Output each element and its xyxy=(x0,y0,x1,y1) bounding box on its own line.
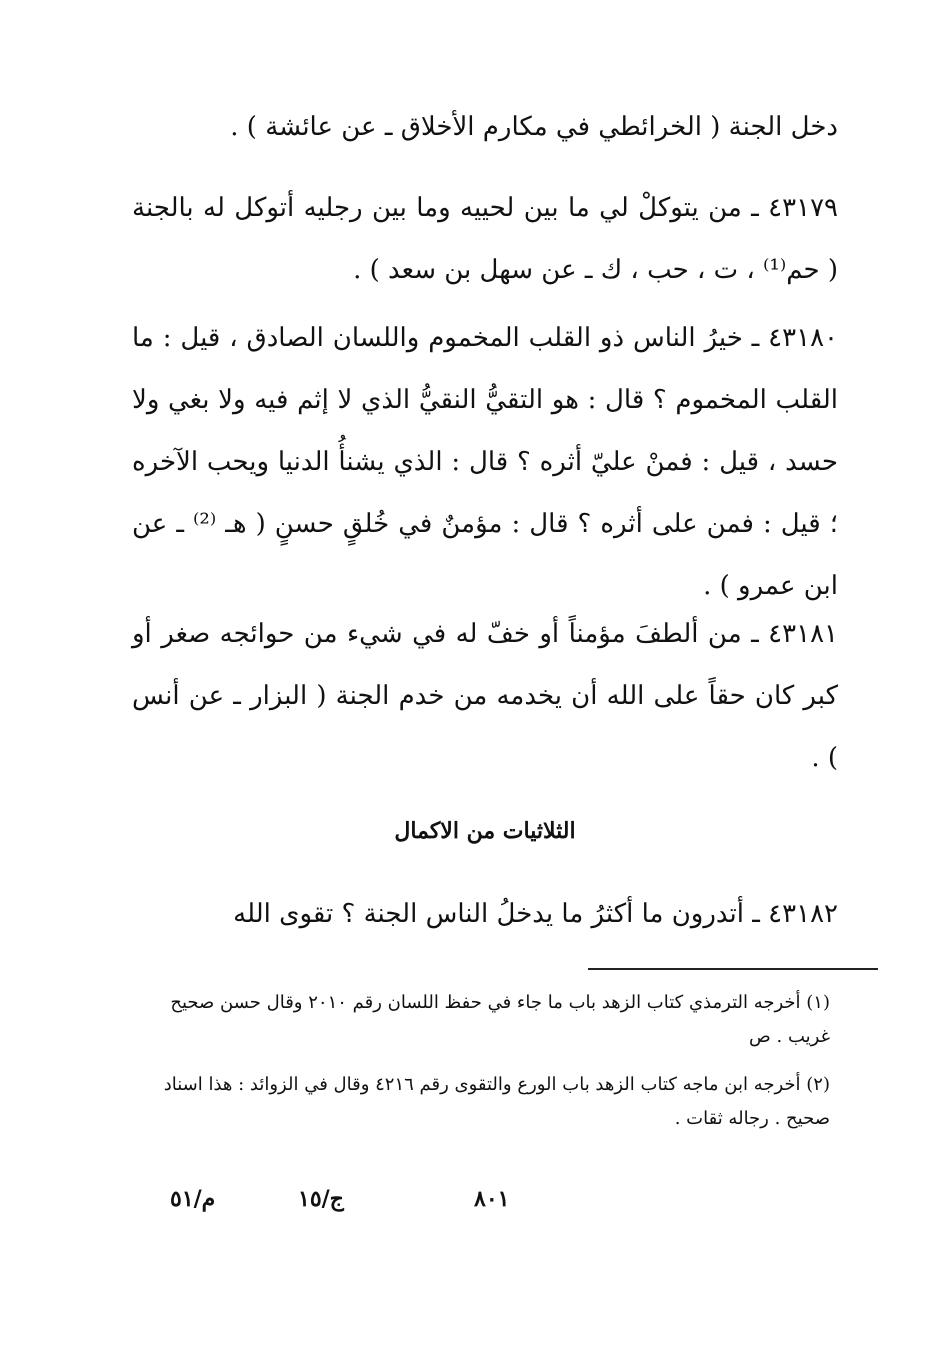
footnote-divider xyxy=(588,968,878,970)
volume-number: ج/١٥ xyxy=(298,1186,344,1212)
page-footer xyxy=(150,1186,570,1226)
hadith-4181: ٤٣١٨١ ـ من ألطفَ مؤمناً أو خفّ له في شيء من حوائجه صغر أو كبر كان حقاً على الله أن يخدمه من خدم الجنة ( البزار ـ عن أنس ) . xyxy=(132,619,838,773)
section-heading: الثلاثيات من الاكمال xyxy=(394,818,576,844)
footnote-2: (٢) أخرجه ابن ماجه كتاب الزهد باب الورع والتقوى رقم ٤٢١٦ وقال في الزوائد : هذا اسناد صحيح . رجاله ثقات . xyxy=(163,1074,830,1129)
hadith-4182: ٤٣١٨٢ ـ أتدرون ما أكثرُ ما يدخلُ الناس الجنة ؟ تقوى الله xyxy=(233,899,838,929)
footnote-1: (١) أخرجه الترمذي كتاب الزهد باب ما جاء في حفظ اللسان رقم ٢٠١٠ وقال حسن صحيح غريب . ص xyxy=(170,992,830,1047)
signature-mark: م/٥١ xyxy=(170,1186,216,1212)
page-number: ٨٠١ xyxy=(474,1186,510,1212)
hadith-4179: ٤٣١٧٩ ـ من يتوكلْ لي ما بين لحييه وما بين رجليه أتوكل له بالجنة ( حم⁽¹⁾ ، ت ، حب ، ك ـ عن سهل بن سعد ) . xyxy=(132,193,838,285)
hadith-4180: ٤٣١٨٠ ـ خيرُ الناس ذو القلب المخموم واللسان الصادق ، قيل : ما القلب المخموم ؟ قال : هو التقيُّ النقيُّ الذي لا إثم فيه ولا بغي ولا حسد ، قيل : فمنْ عليّ أثره ؟ قال : الذي يشنأُ الدنيا ويحب الآخره ؛ قيل : فمن على أثره ؟ قال : مؤمنٌ في خُلقٍ حسنٍ ( هـ ⁽²⁾ ـ عن ابن عمرو ) . xyxy=(132,323,838,601)
intro-line: دخل الجنة ( الخرائطي في مكارم الأخلاق ـ عن عائشة ) . xyxy=(230,112,838,142)
